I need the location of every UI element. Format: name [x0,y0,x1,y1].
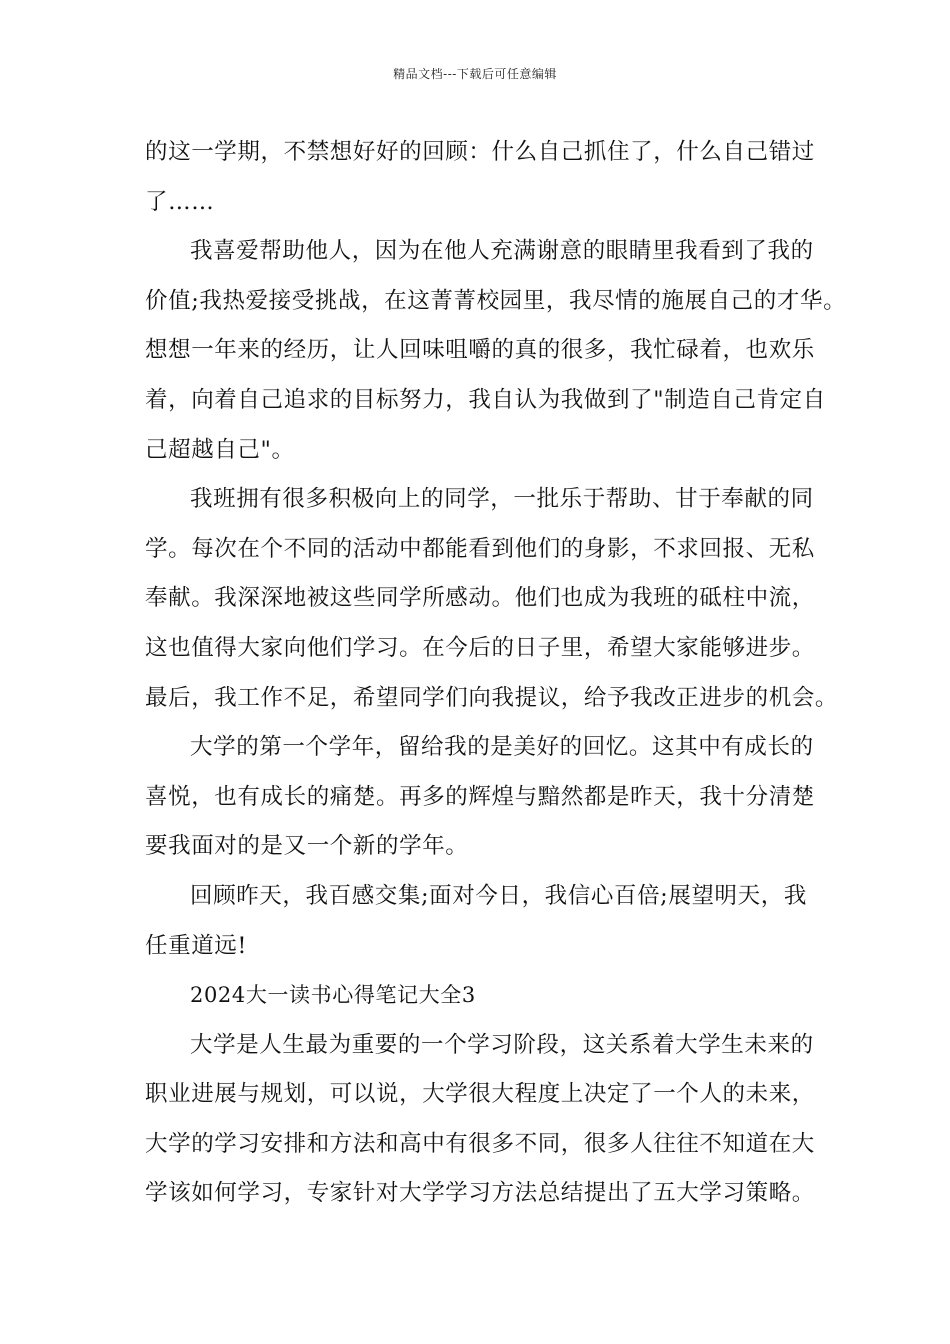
text-line: 了…… [145,188,215,215]
document-body [145,128,847,1219]
paragraph-start-line: 我班拥有很多积极向上的同学，一批乐于帮助、甘于奉献的同 [190,486,814,513]
paragraph-start-line: 大学是人生最为重要的一个学习阶段，这关系着大学生未来的 [190,1031,814,1058]
text-line: 职业进展与规划，可以说，大学很大程度上决定了一个人的未来， [145,1081,815,1108]
text-line: 着，向着自己追求的目标努力，我自认为我做到了"制造自己肯定自 [145,386,826,413]
paragraph-start-line: 我喜爱帮助他人，因为在他人充满谢意的眼睛里我看到了我的 [190,238,814,265]
text-line: 价值;我热爱接受挑战，在这菁菁校园里，我尽情的施展自己的才华。 [145,287,847,314]
text-line: 喜悦，也有成长的痛楚。再多的辉煌与黯然都是昨天，我十分清楚 [145,783,815,810]
page-header: 精品文档---下载后可任意编辑 [393,67,557,81]
text-line: 学该如何学习，专家针对大学学习方法总结提出了五大学习策略。 [145,1180,815,1207]
text-line: 想想一年来的经历，让人回味咀嚼的真的很多，我忙碌着，也欢乐 [145,337,815,364]
paragraph-start-line: 大学的第一个学年，留给我的是美好的回忆。这其中有成长的 [190,734,814,761]
text-line: 要我面对的是又一个新的学年。 [145,833,469,860]
text-line: 己超越自己"。 [145,436,295,463]
text-line: 这也值得大家向他们学习。在今后的日子里，希望大家能够进步。 [145,634,815,661]
section-heading: 2024大一读书心得笔记大全3 [190,983,476,1008]
text-line: 学。每次在个不同的活动中都能看到他们的身影，不求回报、无私 [145,535,815,562]
text-line: 任重道远! [145,932,248,959]
text-line: 奉献。我深深地被这些同学所感动。他们也成为我班的砥柱中流， [145,585,815,612]
text-line: 大学的学习安排和方法和高中有很多不同，很多人往往不知道在大 [145,1130,815,1157]
text-line: 最后，我工作不足，希望同学们向我提议，给予我改正进步的机会。 [145,684,839,711]
text-line: 的这一学期，不禁想好好的回顾：什么自己抓住了，什么自己错过 [145,139,815,165]
paragraph-start-line: 回顾昨天，我百感交集;面对今日，我信心百倍;展望明天，我 [190,882,807,909]
